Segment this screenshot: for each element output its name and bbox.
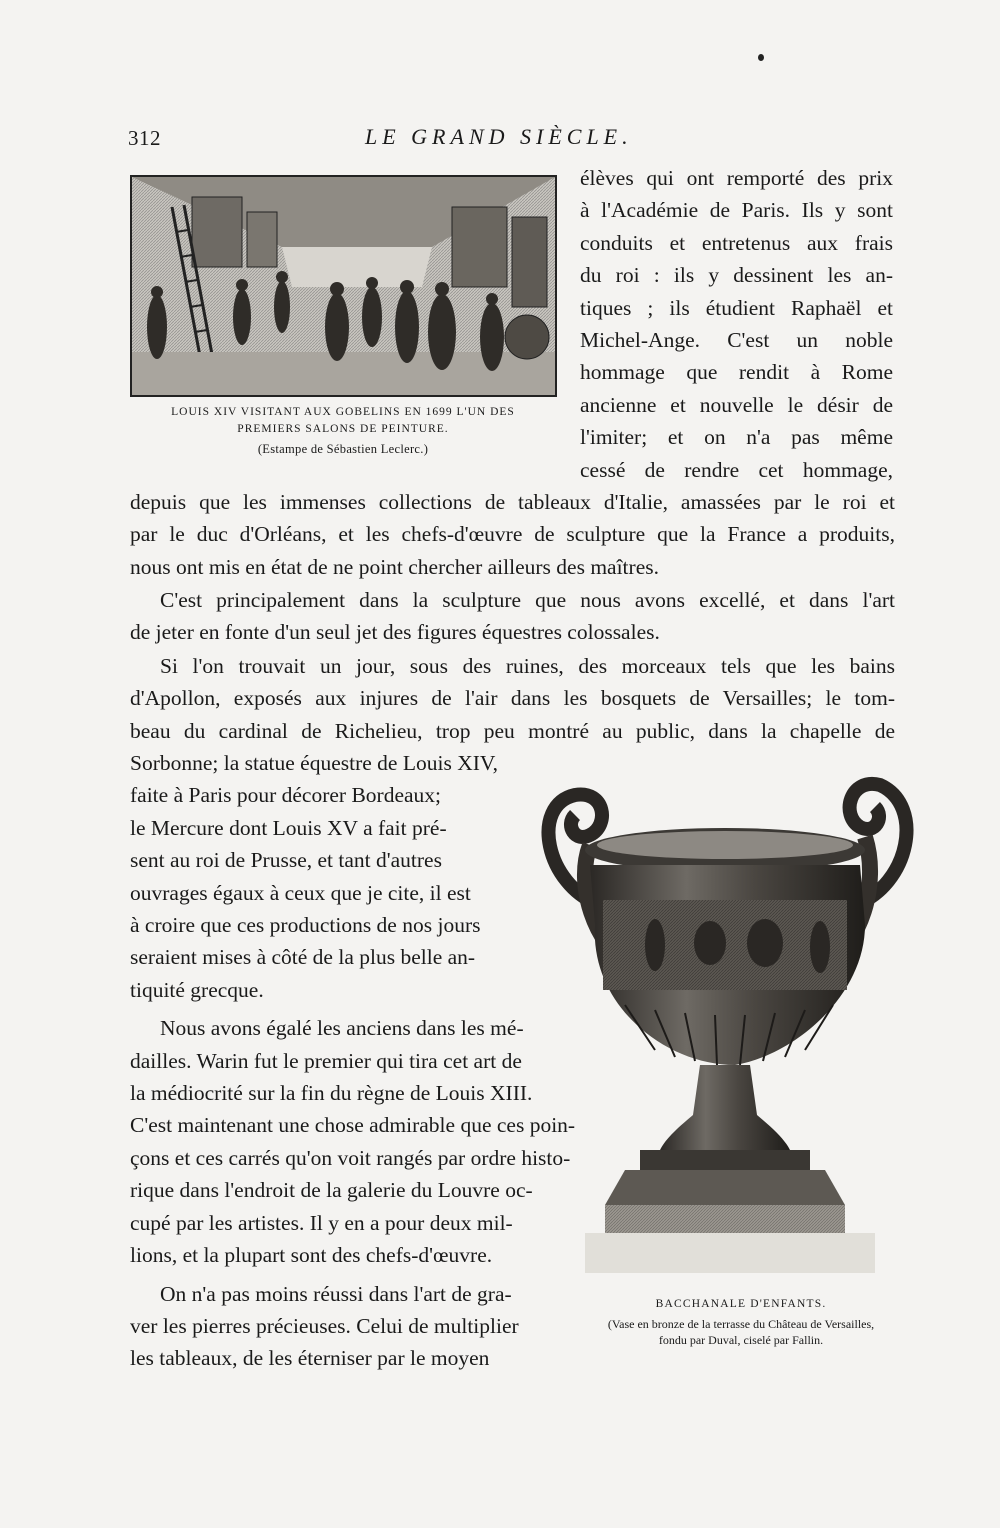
text-line: faite à Paris pour décorer Bordeaux;: [130, 783, 442, 808]
text-line: la médiocrité sur la fin du règne de Louis XIII.: [130, 1081, 533, 1106]
text-line: ouvrages égaux à ceux que je cite, il est: [130, 880, 471, 905]
text-line: du roi : ils y dessinent les an-: [580, 263, 893, 288]
top-figure-caption: [128, 404, 558, 458]
text-line: cupé par les artistes. Il y en a pour deux mil-: [130, 1210, 513, 1235]
text-line: hommage que rendit à Rome: [580, 360, 893, 385]
caption-source: (Estampe de Sébastien Leclerc.): [257, 442, 429, 456]
text-line: l'imiter; et on n'a pas même: [580, 425, 893, 450]
running-title: LE GRAND SIÈCLE.: [365, 124, 633, 149]
caption-line: PREMIERS SALONS DE PEINTURE.: [237, 423, 449, 435]
text-line: à croire que ces productions de nos jours: [130, 913, 481, 938]
text-line: sent au roi de Prusse, et tant d'autres: [130, 848, 442, 873]
vase-caption-desc: (Vase en bronze de la terrasse du Château de Versailles,: [607, 1317, 875, 1331]
text-line: Sorbonne; la statue équestre de Louis XIV,: [130, 751, 499, 775]
gallery-scene-illustration: [132, 177, 555, 395]
paragraph-continuation: [130, 486, 895, 583]
paragraph-sculpture: [130, 584, 895, 649]
text-line: çons et ces carrés qu'on voit rangés par ordre histo-: [130, 1145, 571, 1170]
text-line: ancienne et nouvelle le désir de: [580, 392, 893, 417]
text-line: tiquité grecque.: [130, 977, 264, 1002]
text-line: C'est principalement dans la sculpture que nous avons excellé, et dans l'art: [160, 588, 895, 612]
text-line: Si l'on trouvait un jour, sous des ruines, des morceaux tels que les bains: [160, 654, 895, 678]
text-line: élèves qui ont remporté des prix: [580, 166, 893, 190]
text-line: le Mercure dont Louis XV a fait pré-: [130, 815, 447, 840]
bronze-vase-illustration: [535, 765, 915, 1285]
ink-speck: [758, 54, 764, 61]
text-line: seraient mises à côté de la plus belle an-: [130, 945, 476, 970]
text-line: cessé de rendre cet hommage,: [580, 457, 893, 482]
text-line: tiques ; ils étudient Raphaël et: [580, 295, 893, 320]
left-column-text: [130, 747, 600, 1375]
text-line: lions, et la plupart sont des chefs-d'œuvre.: [130, 1243, 493, 1268]
text-line: d'Apollon, exposés aux injures de l'air dans les bosquets de Versailles; le tom-: [130, 686, 895, 711]
text-line: beau du cardinal de Richelieu, trop peu montré au public, dans la chapelle de: [130, 718, 895, 743]
text-line: Michel-Ange. C'est un noble: [580, 328, 893, 353]
text-line: ver les pierres précieuses. Celui de multiplier: [130, 1313, 519, 1338]
page-number: 312: [128, 126, 161, 150]
vase-image: [535, 765, 915, 1285]
paragraph-ruins: [130, 650, 895, 747]
text-line: à l'Académie de Paris. Ils y sont: [580, 198, 893, 223]
text-line: On n'a pas moins réussi dans l'art de gra-: [160, 1281, 512, 1306]
text-line: nous ont mis en état de ne point chercher ailleurs des maîtres.: [130, 554, 659, 579]
text-line: par le duc d'Orléans, et les chefs-d'œuvre de sculpture que la France a produits,: [130, 522, 895, 547]
text-line: les tableaux, de les éterniser par le moyen: [130, 1346, 490, 1371]
gobelins-engraving: [130, 175, 557, 397]
text-line: de jeter en fonte d'un seul jet des figures équestres colossales.: [130, 620, 660, 645]
text-line: conduits et entretenus aux frais: [580, 230, 893, 255]
vase-caption-title: BACCHANALE D'ENFANTS.: [655, 1298, 827, 1310]
vase-caption-desc: fondu par Duval, ciselé par Fallin.: [658, 1333, 824, 1347]
text-line: rique dans l'endroit de la galerie du Louvre oc-: [130, 1178, 533, 1203]
text-line: dailles. Warin fut le premier qui tira cet art de: [130, 1048, 522, 1073]
caption-line: LOUIS XIV VISITANT AUX GOBELINS EN 1699 L'UN DES: [171, 406, 515, 418]
text-line: C'est maintenant une chose admirable que ces poin-: [130, 1113, 576, 1138]
text-line: Nous avons égalé les anciens dans les mé-: [160, 1016, 524, 1041]
text-line: depuis que les immenses collections de tableaux d'Italie, amassées par le roi et: [130, 490, 895, 514]
vase-caption: [566, 1296, 916, 1348]
right-column-text: [580, 162, 893, 486]
